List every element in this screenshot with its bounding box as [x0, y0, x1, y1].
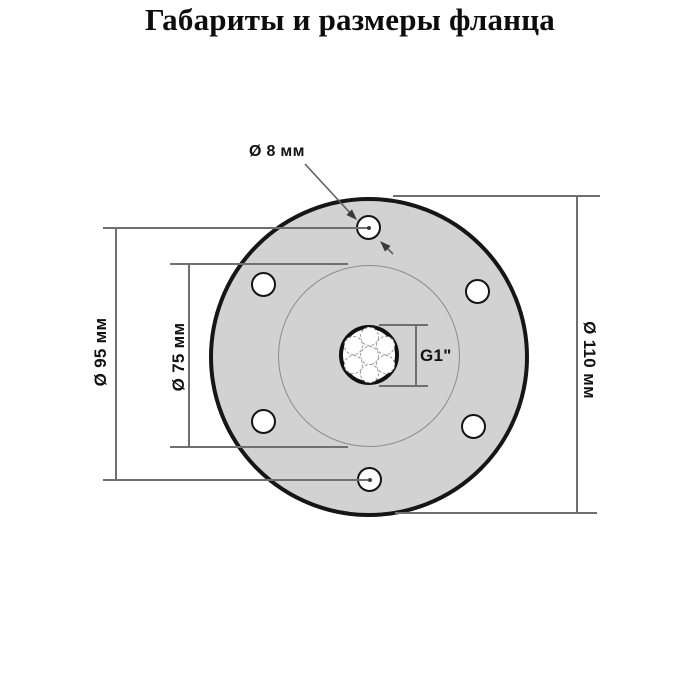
hub-hole-upper-left [344, 336, 363, 355]
hub-hole-lower-left [344, 355, 363, 374]
dim-line-110 [576, 196, 578, 513]
label-bolt-circle-diameter: Ø 95 мм [91, 317, 110, 387]
ext-line-110-bottom [395, 512, 597, 514]
hub-hole-bottom [360, 364, 379, 383]
g1-tick-bottom [379, 385, 428, 387]
bolt-hole-lower-right [461, 414, 486, 439]
dim-line-95 [115, 228, 117, 480]
g1-tick-top [379, 324, 428, 326]
ext-line-95-bottom [103, 479, 372, 481]
page-title: Габариты и размеры фланца [144, 2, 555, 37]
label-outer-diameter: Ø 110 мм [580, 321, 599, 399]
hub-hole-upper-right [376, 336, 395, 355]
ext-line-95-top [103, 227, 369, 229]
bolt-hole-upper-left [251, 272, 276, 297]
dim-line-g1 [415, 325, 417, 386]
label-hole-diameter: Ø 8 мм [249, 143, 305, 160]
label-raised-face-diameter: Ø 75 мм [169, 322, 188, 392]
ext-line-75-top [170, 263, 348, 265]
bolt-hole-upper-right [465, 279, 490, 304]
bolt-hole-lower-left [251, 409, 276, 434]
label-thread-size: G1" [420, 346, 452, 365]
bottom-hole-center-mark [368, 478, 372, 482]
ext-line-110-top [393, 195, 600, 197]
ext-line-75-bottom [170, 446, 348, 448]
top-hole-center-mark [367, 226, 371, 230]
